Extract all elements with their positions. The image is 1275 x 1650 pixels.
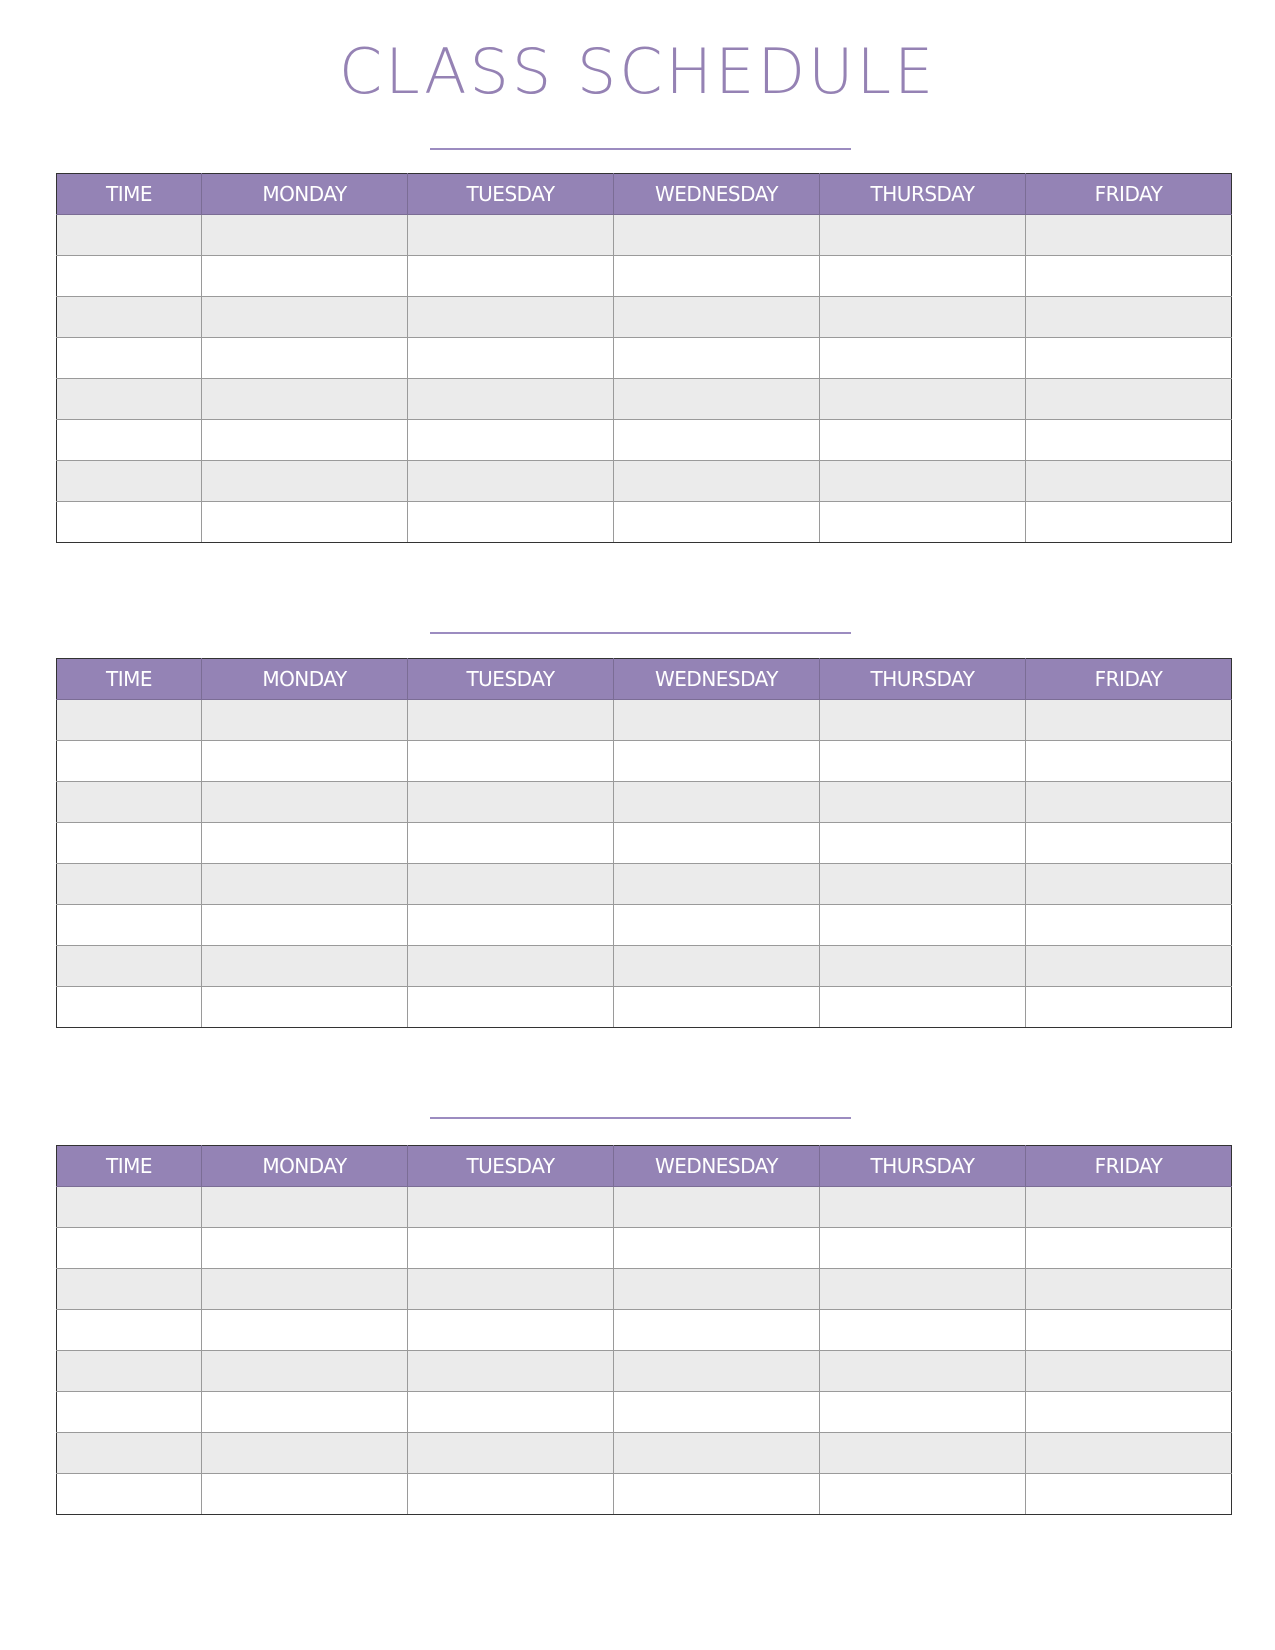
schedule-cell-friday[interactable] <box>1026 1474 1232 1515</box>
schedule-cell-thursday[interactable] <box>820 1310 1026 1351</box>
schedule-table-1 <box>56 173 1232 543</box>
schedule-cell-monday[interactable] <box>202 864 408 905</box>
schedule-cell-tuesday[interactable] <box>408 987 614 1028</box>
schedule-cell-monday[interactable] <box>202 741 408 782</box>
schedule-cell-thursday[interactable] <box>820 1351 1026 1392</box>
schedule-cell-wednesday[interactable] <box>614 297 820 338</box>
schedule-cell-thursday[interactable] <box>820 1392 1026 1433</box>
schedule-cell-friday[interactable] <box>1026 700 1232 741</box>
schedule-cell-tuesday[interactable] <box>408 1228 614 1269</box>
schedule-cell-wednesday[interactable] <box>614 338 820 379</box>
schedule-cell-thursday[interactable] <box>820 864 1026 905</box>
schedule-cell-tuesday[interactable] <box>408 338 614 379</box>
schedule-cell-time[interactable] <box>57 215 202 256</box>
schedule-cell-thursday[interactable] <box>820 256 1026 297</box>
table-row <box>57 905 1232 946</box>
column-header-wednesday: WEDNESDAY <box>614 659 820 700</box>
schedule-cell-time[interactable] <box>57 1269 202 1310</box>
schedule-cell-thursday[interactable] <box>820 741 1026 782</box>
schedule-cell-friday[interactable] <box>1026 1187 1232 1228</box>
table-row <box>57 1310 1232 1351</box>
column-header-friday: FRIDAY <box>1026 174 1232 215</box>
schedule-cell-monday[interactable] <box>202 338 408 379</box>
schedule-cell-friday[interactable] <box>1026 741 1232 782</box>
column-header-wednesday: WEDNESDAY <box>614 1146 820 1187</box>
section-rule-2 <box>430 632 851 634</box>
schedule-cell-thursday[interactable] <box>820 297 1026 338</box>
schedule-cell-time[interactable] <box>57 1392 202 1433</box>
schedule-cell-thursday[interactable] <box>820 782 1026 823</box>
table-row <box>57 215 1232 256</box>
schedule-cell-tuesday[interactable] <box>408 420 614 461</box>
schedule-cell-tuesday[interactable] <box>408 379 614 420</box>
schedule-cell-tuesday[interactable] <box>408 1433 614 1474</box>
schedule-cell-thursday[interactable] <box>820 905 1026 946</box>
schedule-cell-wednesday[interactable] <box>614 946 820 987</box>
header-row <box>57 174 1232 215</box>
column-header-thursday: THURSDAY <box>820 174 1026 215</box>
table-row <box>57 987 1232 1028</box>
column-header-thursday: THURSDAY <box>820 659 1026 700</box>
schedule-cell-time[interactable] <box>57 1474 202 1515</box>
section-rule-3 <box>430 1117 851 1119</box>
schedule-cell-tuesday[interactable] <box>408 502 614 543</box>
schedule-cell-friday[interactable] <box>1026 1269 1232 1310</box>
schedule-cell-tuesday[interactable] <box>408 782 614 823</box>
column-header-monday: MONDAY <box>202 174 408 215</box>
schedule-cell-friday[interactable] <box>1026 782 1232 823</box>
schedule-cell-friday[interactable] <box>1026 1228 1232 1269</box>
schedule-cell-monday[interactable] <box>202 420 408 461</box>
schedule-cell-monday[interactable] <box>202 502 408 543</box>
schedule-cell-tuesday[interactable] <box>408 256 614 297</box>
schedule-cell-friday[interactable] <box>1026 215 1232 256</box>
table-row <box>57 256 1232 297</box>
table-row <box>57 946 1232 987</box>
schedule-cell-wednesday[interactable] <box>614 1310 820 1351</box>
schedule-cell-monday[interactable] <box>202 1228 408 1269</box>
schedule-cell-time[interactable] <box>57 700 202 741</box>
table-row <box>57 461 1232 502</box>
schedule-cell-monday[interactable] <box>202 379 408 420</box>
table-row <box>57 1269 1232 1310</box>
schedule-cell-tuesday[interactable] <box>408 864 614 905</box>
schedule-cell-wednesday[interactable] <box>614 461 820 502</box>
schedule-cell-time[interactable] <box>57 1310 202 1351</box>
schedule-cell-time[interactable] <box>57 864 202 905</box>
schedule-cell-time[interactable] <box>57 1228 202 1269</box>
schedule-cell-tuesday[interactable] <box>408 946 614 987</box>
schedule-cell-monday[interactable] <box>202 905 408 946</box>
schedule-cell-wednesday[interactable] <box>614 1228 820 1269</box>
schedule-cell-time[interactable] <box>57 420 202 461</box>
schedule-cell-wednesday[interactable] <box>614 256 820 297</box>
schedule-cell-wednesday[interactable] <box>614 215 820 256</box>
schedule-cell-wednesday[interactable] <box>614 1433 820 1474</box>
schedule-cell-friday[interactable] <box>1026 461 1232 502</box>
schedule-cell-wednesday[interactable] <box>614 1187 820 1228</box>
table-row <box>57 1474 1232 1515</box>
schedule-cell-wednesday[interactable] <box>614 1269 820 1310</box>
schedule-cell-time[interactable] <box>57 502 202 543</box>
table-row <box>57 864 1232 905</box>
schedule-cell-wednesday[interactable] <box>614 379 820 420</box>
schedule-cell-friday[interactable] <box>1026 297 1232 338</box>
schedule-cell-monday[interactable] <box>202 1392 408 1433</box>
schedule-cell-friday[interactable] <box>1026 338 1232 379</box>
schedule-cell-monday[interactable] <box>202 823 408 864</box>
schedule-cell-tuesday[interactable] <box>408 1474 614 1515</box>
schedule-cell-thursday[interactable] <box>820 338 1026 379</box>
table-row <box>57 297 1232 338</box>
schedule-cell-monday[interactable] <box>202 297 408 338</box>
schedule-cell-thursday[interactable] <box>820 1228 1026 1269</box>
schedule-cell-time[interactable] <box>57 987 202 1028</box>
column-header-tuesday: TUESDAY <box>408 174 614 215</box>
table-row <box>57 1228 1232 1269</box>
header-row <box>57 1146 1232 1187</box>
schedule-cell-monday[interactable] <box>202 1474 408 1515</box>
schedule-cell-tuesday[interactable] <box>408 905 614 946</box>
schedule-cell-wednesday[interactable] <box>614 1474 820 1515</box>
schedule-cell-time[interactable] <box>57 782 202 823</box>
schedule-cell-wednesday[interactable] <box>614 700 820 741</box>
schedule-cell-wednesday[interactable] <box>614 1392 820 1433</box>
column-header-monday: MONDAY <box>202 1146 408 1187</box>
schedule-cell-friday[interactable] <box>1026 946 1232 987</box>
schedule-cell-friday[interactable] <box>1026 823 1232 864</box>
table-row <box>57 338 1232 379</box>
schedule-cell-tuesday[interactable] <box>408 1187 614 1228</box>
schedule-cell-tuesday[interactable] <box>408 461 614 502</box>
schedule-cell-tuesday[interactable] <box>408 700 614 741</box>
table-row <box>57 823 1232 864</box>
schedule-cell-time[interactable] <box>57 1351 202 1392</box>
schedule-cell-friday[interactable] <box>1026 420 1232 461</box>
schedule-cell-wednesday[interactable] <box>614 782 820 823</box>
schedule-cell-time[interactable] <box>57 338 202 379</box>
schedule-cell-tuesday[interactable] <box>408 1269 614 1310</box>
schedule-cell-time[interactable] <box>57 1433 202 1474</box>
schedule-cell-wednesday[interactable] <box>614 987 820 1028</box>
schedule-cell-wednesday[interactable] <box>614 741 820 782</box>
schedule-cell-time[interactable] <box>57 823 202 864</box>
schedule-cell-tuesday[interactable] <box>408 1351 614 1392</box>
schedule-cell-monday[interactable] <box>202 1433 408 1474</box>
table-row <box>57 741 1232 782</box>
table-row <box>57 1187 1232 1228</box>
schedule-cell-friday[interactable] <box>1026 379 1232 420</box>
schedule-cell-friday[interactable] <box>1026 1351 1232 1392</box>
schedule-cell-monday[interactable] <box>202 1269 408 1310</box>
column-header-time: TIME <box>57 659 202 700</box>
schedule-cell-thursday[interactable] <box>820 215 1026 256</box>
schedule-cell-tuesday[interactable] <box>408 1392 614 1433</box>
schedule-cell-tuesday[interactable] <box>408 741 614 782</box>
schedule-cell-monday[interactable] <box>202 1310 408 1351</box>
table-row <box>57 379 1232 420</box>
column-header-wednesday: WEDNESDAY <box>614 174 820 215</box>
column-header-time: TIME <box>57 174 202 215</box>
schedule-cell-monday[interactable] <box>202 215 408 256</box>
schedule-cell-monday[interactable] <box>202 1187 408 1228</box>
schedule-cell-wednesday[interactable] <box>614 905 820 946</box>
schedule-cell-wednesday[interactable] <box>614 502 820 543</box>
schedule-cell-thursday[interactable] <box>820 946 1026 987</box>
schedule-cell-friday[interactable] <box>1026 502 1232 543</box>
schedule-cell-thursday[interactable] <box>820 420 1026 461</box>
schedule-cell-time[interactable] <box>57 297 202 338</box>
schedule-table-2 <box>56 658 1232 1028</box>
schedule-cell-wednesday[interactable] <box>614 420 820 461</box>
schedule-cell-friday[interactable] <box>1026 256 1232 297</box>
schedule-cell-time[interactable] <box>57 379 202 420</box>
table-row <box>57 502 1232 543</box>
schedule-cell-friday[interactable] <box>1026 1310 1232 1351</box>
column-header-time: TIME <box>57 1146 202 1187</box>
schedule-cell-wednesday[interactable] <box>614 864 820 905</box>
schedule-cell-friday[interactable] <box>1026 864 1232 905</box>
schedule-cell-thursday[interactable] <box>820 502 1026 543</box>
page-title: CLASS SCHEDULE <box>338 35 937 108</box>
schedule-cell-thursday[interactable] <box>820 1187 1026 1228</box>
schedule-cell-monday[interactable] <box>202 946 408 987</box>
column-header-friday: FRIDAY <box>1026 659 1232 700</box>
table-row <box>57 1433 1232 1474</box>
schedule-cell-monday[interactable] <box>202 987 408 1028</box>
schedule-cell-monday[interactable] <box>202 700 408 741</box>
schedule-cell-time[interactable] <box>57 946 202 987</box>
schedule-cell-monday[interactable] <box>202 256 408 297</box>
schedule-cell-time[interactable] <box>57 256 202 297</box>
schedule-cell-thursday[interactable] <box>820 1433 1026 1474</box>
schedule-cell-monday[interactable] <box>202 1351 408 1392</box>
table-row <box>57 782 1232 823</box>
schedule-cell-thursday[interactable] <box>820 700 1026 741</box>
table-row <box>57 1392 1232 1433</box>
column-header-thursday: THURSDAY <box>820 1146 1026 1187</box>
schedule-cell-friday[interactable] <box>1026 905 1232 946</box>
schedule-cell-thursday[interactable] <box>820 1474 1026 1515</box>
table-row <box>57 420 1232 461</box>
schedule-cell-friday[interactable] <box>1026 1392 1232 1433</box>
schedule-cell-time[interactable] <box>57 461 202 502</box>
schedule-cell-wednesday[interactable] <box>614 823 820 864</box>
schedule-cell-time[interactable] <box>57 1187 202 1228</box>
table-row <box>57 700 1232 741</box>
column-header-monday: MONDAY <box>202 659 408 700</box>
section-rule-1 <box>430 148 851 150</box>
schedule-cell-thursday[interactable] <box>820 1269 1026 1310</box>
schedule-cell-tuesday[interactable] <box>408 215 614 256</box>
schedule-table-3 <box>56 1145 1232 1515</box>
schedule-cell-thursday[interactable] <box>820 823 1026 864</box>
schedule-cell-thursday[interactable] <box>820 379 1026 420</box>
schedule-cell-time[interactable] <box>57 741 202 782</box>
column-header-tuesday: TUESDAY <box>408 1146 614 1187</box>
schedule-cell-tuesday[interactable] <box>408 297 614 338</box>
column-header-tuesday: TUESDAY <box>408 659 614 700</box>
schedule-cell-friday[interactable] <box>1026 1433 1232 1474</box>
schedule-cell-tuesday[interactable] <box>408 823 614 864</box>
schedule-cell-monday[interactable] <box>202 782 408 823</box>
schedule-cell-tuesday[interactable] <box>408 1310 614 1351</box>
column-header-friday: FRIDAY <box>1026 1146 1232 1187</box>
table-row <box>57 1351 1232 1392</box>
schedule-cell-monday[interactable] <box>202 461 408 502</box>
schedule-cell-thursday[interactable] <box>820 987 1026 1028</box>
header-row <box>57 659 1232 700</box>
schedule-cell-wednesday[interactable] <box>614 1351 820 1392</box>
schedule-cell-thursday[interactable] <box>820 461 1026 502</box>
schedule-cell-time[interactable] <box>57 905 202 946</box>
schedule-cell-friday[interactable] <box>1026 987 1232 1028</box>
